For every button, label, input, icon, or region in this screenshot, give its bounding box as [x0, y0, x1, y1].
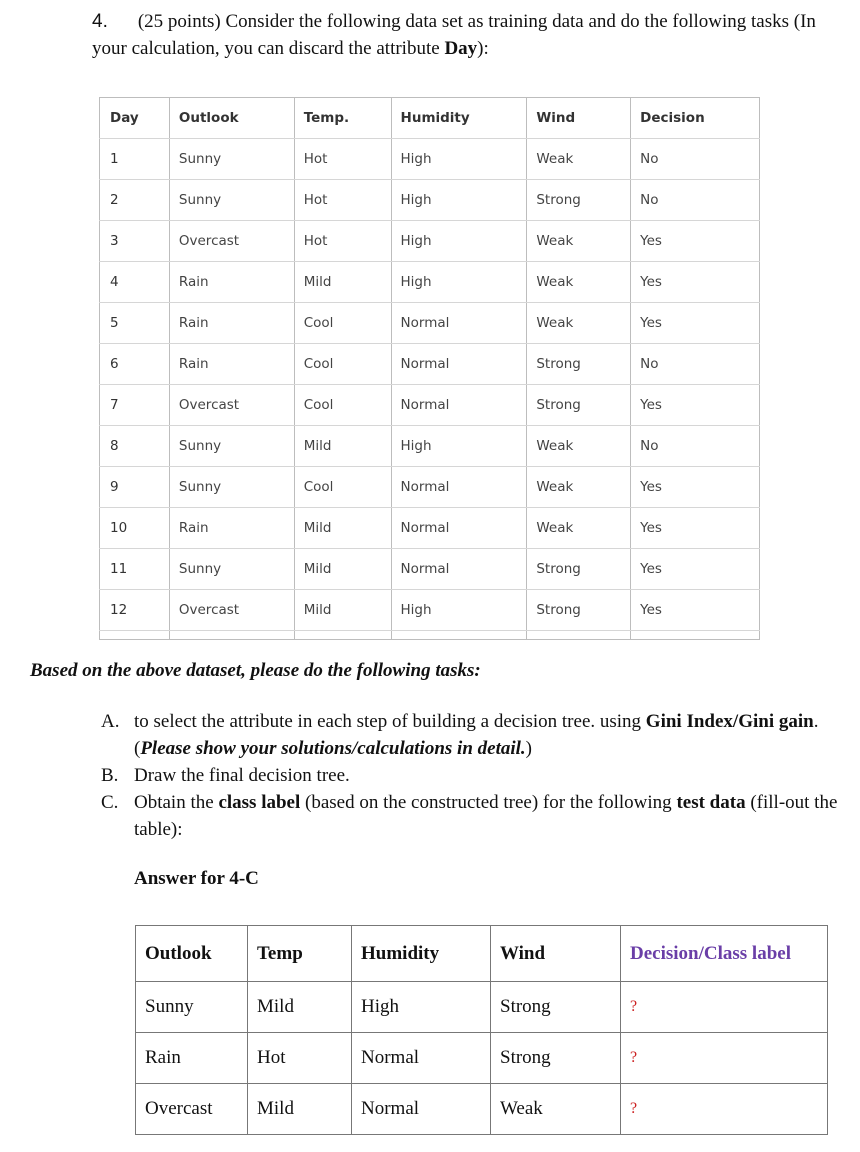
cell-decision: No [631, 180, 760, 221]
cell-humidity: Normal [391, 385, 527, 426]
cell-outlook: Rain [169, 344, 294, 385]
test-header-humidity: Humidity [352, 926, 491, 982]
cell-temp: Mild [294, 549, 391, 590]
header-wind: Wind [527, 98, 631, 139]
cell-wind: Strong [527, 180, 631, 221]
edge-cell [391, 631, 527, 640]
test-cell-humidity: Normal [352, 1084, 491, 1135]
table-row [100, 344, 760, 385]
test-header-row [136, 926, 828, 982]
cell-decision: Yes [631, 221, 760, 262]
cell-humidity: Normal [391, 303, 527, 344]
task-c-text2: (based on the constructed tree) for the following [300, 792, 677, 813]
task-c-marker: C. [101, 792, 119, 813]
cell-decision: Yes [631, 508, 760, 549]
question-header [92, 8, 832, 62]
cell-decision: Yes [631, 549, 760, 590]
test-cell-temp: Hot [248, 1033, 352, 1084]
task-a-bold: Gini Index/Gini gain [645, 711, 814, 732]
cell-temp: Cool [294, 344, 391, 385]
cell-humidity: High [391, 262, 527, 303]
test-row [136, 1033, 828, 1084]
table-row [100, 221, 760, 262]
cell-humidity: Normal [391, 344, 527, 385]
cell-humidity: High [391, 180, 527, 221]
task-a [101, 708, 841, 762]
header-outlook: Outlook [169, 98, 294, 139]
task-c-bold-class-label: class label [218, 792, 301, 813]
cell-day: 7 [100, 385, 170, 426]
test-cell-outlook: Rain [136, 1033, 248, 1084]
test-cell-temp: Mild [248, 982, 352, 1033]
task-b [101, 762, 841, 789]
edge-cell [631, 631, 760, 640]
cell-humidity: High [391, 590, 527, 631]
cell-humidity: High [391, 221, 527, 262]
test-header-wind: Wind [491, 926, 621, 982]
cell-decision: No [631, 426, 760, 467]
cell-wind: Weak [527, 426, 631, 467]
test-data-table [135, 925, 828, 1135]
cell-outlook: Overcast [169, 385, 294, 426]
cell-humidity: Normal [391, 549, 527, 590]
cell-wind: Weak [527, 139, 631, 180]
task-a-emphasis: Please show your solutions/calculations in detail. [140, 738, 526, 759]
cell-decision: Yes [631, 467, 760, 508]
table-row [100, 180, 760, 221]
header-humidity: Humidity [391, 98, 527, 139]
test-header-temp: Temp [248, 926, 352, 982]
header-decision: Decision [631, 98, 760, 139]
edge-cell [527, 631, 631, 640]
table-row [100, 303, 760, 344]
cell-temp: Mild [294, 508, 391, 549]
test-cell-wind: Weak [491, 1084, 621, 1135]
cell-decision: No [631, 139, 760, 180]
table-row [100, 549, 760, 590]
cell-wind: Strong [527, 590, 631, 631]
cell-humidity: High [391, 139, 527, 180]
test-cell-outlook: Overcast [136, 1084, 248, 1135]
cell-day: 4 [100, 262, 170, 303]
cell-day: 2 [100, 180, 170, 221]
cell-outlook: Sunny [169, 549, 294, 590]
cell-temp: Mild [294, 262, 391, 303]
cell-outlook: Rain [169, 508, 294, 549]
cell-decision: Yes [631, 303, 760, 344]
test-cell-class-label[interactable]: ? [621, 1084, 828, 1135]
task-c-text3: (fill-out the table): [134, 792, 838, 840]
cell-wind: Weak [527, 221, 631, 262]
cell-decision: Yes [631, 262, 760, 303]
cell-day: 3 [100, 221, 170, 262]
cell-humidity: Normal [391, 467, 527, 508]
cell-day: 5 [100, 303, 170, 344]
edge-cell [169, 631, 294, 640]
table-row [100, 508, 760, 549]
cell-outlook: Rain [169, 303, 294, 344]
cell-temp: Hot [294, 139, 391, 180]
task-a-text: to select the attribute in each step of building a decision tree. using [134, 711, 646, 732]
cell-humidity: High [391, 426, 527, 467]
table-row [100, 590, 760, 631]
test-cell-class-label[interactable]: ? [621, 1033, 828, 1084]
edge-cell [100, 631, 170, 640]
cell-day: 8 [100, 426, 170, 467]
test-cell-humidity: High [352, 982, 491, 1033]
cell-decision: No [631, 344, 760, 385]
cell-day: 9 [100, 467, 170, 508]
table-row [100, 262, 760, 303]
cell-temp: Cool [294, 467, 391, 508]
cell-day: 11 [100, 549, 170, 590]
table-row [100, 139, 760, 180]
cell-temp: Mild [294, 426, 391, 467]
cell-decision: Yes [631, 590, 760, 631]
cell-outlook: Sunny [169, 467, 294, 508]
task-a-text2: . ( [134, 711, 819, 759]
test-row [136, 1084, 828, 1135]
cell-temp: Cool [294, 385, 391, 426]
table-bottom-edge [100, 631, 760, 640]
task-b-text: Draw the final decision tree. [134, 765, 350, 786]
cell-wind: Weak [527, 467, 631, 508]
cell-temp: Cool [294, 303, 391, 344]
cell-decision: Yes [631, 385, 760, 426]
test-cell-class-label[interactable]: ? [621, 982, 828, 1033]
cell-humidity: Normal [391, 508, 527, 549]
cell-wind: Strong [527, 549, 631, 590]
task-c [101, 789, 841, 843]
cell-day: 12 [100, 590, 170, 631]
table-row [100, 385, 760, 426]
cell-wind: Strong [527, 385, 631, 426]
task-a-text3: ) [525, 738, 532, 759]
cell-wind: Strong [527, 344, 631, 385]
table-row [100, 426, 760, 467]
question-text-part1: (25 points) Consider the following data set as training data and do the following tasks (In your calculation, you can discard the attribute [92, 11, 816, 59]
task-a-marker: A. [101, 711, 120, 732]
training-data-table [99, 97, 760, 640]
task-c-bold-test-data: test data [676, 792, 746, 813]
cell-outlook: Overcast [169, 590, 294, 631]
cell-day: 6 [100, 344, 170, 385]
header-day: Day [100, 98, 170, 139]
cell-temp: Hot [294, 180, 391, 221]
cell-wind: Weak [527, 508, 631, 549]
task-list [101, 708, 841, 843]
task-b-marker: B. [101, 765, 119, 786]
training-header-row [100, 98, 760, 139]
cell-outlook: Overcast [169, 221, 294, 262]
edge-cell [294, 631, 391, 640]
cell-day: 10 [100, 508, 170, 549]
test-cell-outlook: Sunny [136, 982, 248, 1033]
task-c-text: Obtain the [134, 792, 219, 813]
cell-outlook: Sunny [169, 180, 294, 221]
test-cell-temp: Mild [248, 1084, 352, 1135]
cell-outlook: Rain [169, 262, 294, 303]
test-header-class-label: Decision/Class label [621, 926, 828, 982]
cell-temp: Mild [294, 590, 391, 631]
header-temp: Temp. [294, 98, 391, 139]
tasks-subheading: Based on the above dataset, please do the following tasks: [30, 660, 481, 681]
question-text-part2: ): [477, 38, 489, 59]
cell-wind: Weak [527, 262, 631, 303]
test-row [136, 982, 828, 1033]
test-cell-wind: Strong [491, 982, 621, 1033]
cell-wind: Weak [527, 303, 631, 344]
cell-day: 1 [100, 139, 170, 180]
cell-outlook: Sunny [169, 426, 294, 467]
question-text-bold: Day [444, 38, 478, 59]
test-cell-wind: Strong [491, 1033, 621, 1084]
table-row [100, 467, 760, 508]
test-cell-humidity: Normal [352, 1033, 491, 1084]
answer-label: Answer for 4-C [134, 868, 259, 889]
test-header-outlook: Outlook [136, 926, 248, 982]
cell-outlook: Sunny [169, 139, 294, 180]
question-number: 4. [92, 11, 108, 32]
cell-temp: Hot [294, 221, 391, 262]
